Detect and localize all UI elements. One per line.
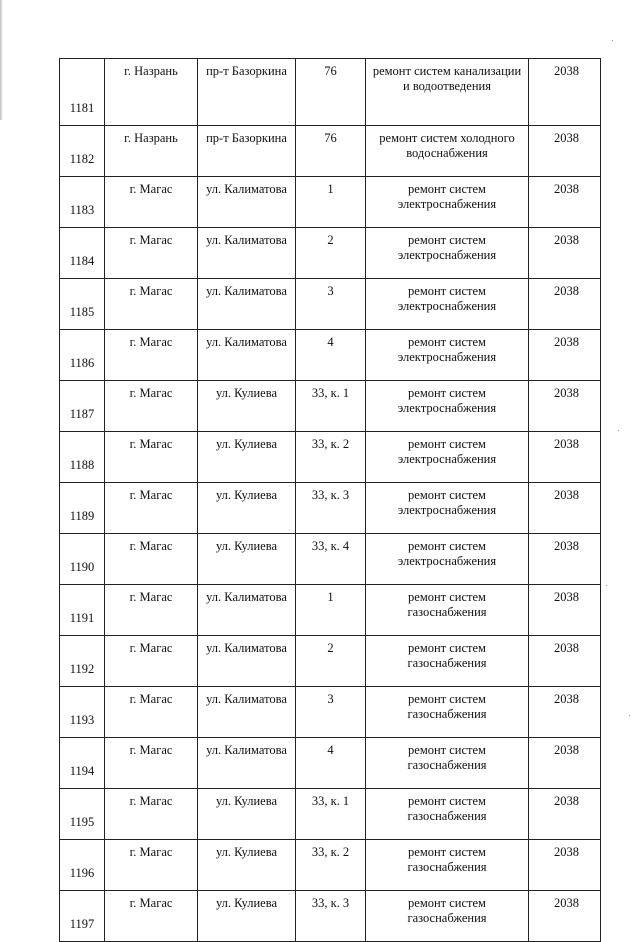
year-cell: 2038: [529, 789, 601, 840]
table-row: [60, 381, 601, 432]
city-cell: г. Магас: [105, 330, 198, 381]
work-type-cell: ремонт систем электроснабжения: [366, 483, 529, 534]
row-number: 1189: [60, 483, 105, 534]
work-type-cell: ремонт систем газоснабжения: [366, 636, 529, 687]
street-cell: ул. Кулиева: [198, 483, 296, 534]
street-cell: ул. Кулиева: [198, 840, 296, 891]
scan-speck: [618, 430, 619, 431]
city-cell: г. Магас: [105, 381, 198, 432]
row-number: 1190: [60, 534, 105, 585]
city-cell: г. Магас: [105, 483, 198, 534]
house-cell: 33, к. 4: [296, 534, 366, 585]
house-cell: 33, к. 1: [296, 381, 366, 432]
city-cell: г. Магас: [105, 534, 198, 585]
work-type-cell: ремонт систем электроснабжения: [366, 279, 529, 330]
house-cell: 4: [296, 738, 366, 789]
table-row: [60, 59, 601, 126]
work-type-cell: ремонт систем газоснабжения: [366, 891, 529, 942]
work-type-cell: ремонт систем электроснабжения: [366, 432, 529, 483]
street-cell: ул. Кулиева: [198, 534, 296, 585]
row-number: 1195: [60, 789, 105, 840]
work-type-cell: ремонт систем электроснабжения: [366, 534, 529, 585]
work-type-cell: ремонт систем электроснабжения: [366, 381, 529, 432]
table-row: [60, 483, 601, 534]
city-cell: г. Магас: [105, 228, 198, 279]
row-number: 1196: [60, 840, 105, 891]
row-number: 1182: [60, 126, 105, 177]
city-cell: г. Магас: [105, 177, 198, 228]
year-cell: 2038: [529, 432, 601, 483]
year-cell: 2038: [529, 738, 601, 789]
street-cell: ул. Кулиева: [198, 891, 296, 942]
work-type-cell: ремонт систем газоснабжения: [366, 738, 529, 789]
street-cell: ул. Кулиева: [198, 381, 296, 432]
table-row: [60, 687, 601, 738]
street-cell: пр-т Базоркина: [198, 126, 296, 177]
street-cell: ул. Калиматова: [198, 228, 296, 279]
table-row: [60, 840, 601, 891]
table-row: [60, 228, 601, 279]
city-cell: г. Магас: [105, 687, 198, 738]
row-number: 1183: [60, 177, 105, 228]
house-cell: 2: [296, 636, 366, 687]
table-row: [60, 789, 601, 840]
row-number: 1197: [60, 891, 105, 942]
table-row: [60, 432, 601, 483]
table-row: [60, 534, 601, 585]
row-number: 1187: [60, 381, 105, 432]
row-number: 1192: [60, 636, 105, 687]
row-number: 1181: [60, 59, 105, 126]
street-cell: ул. Калиматова: [198, 585, 296, 636]
city-cell: г. Назрань: [105, 59, 198, 126]
work-type-cell: ремонт систем электроснабжения: [366, 228, 529, 279]
house-cell: 1: [296, 177, 366, 228]
street-cell: пр-т Базоркина: [198, 59, 296, 126]
street-cell: ул. Калиматова: [198, 636, 296, 687]
house-cell: 33, к. 3: [296, 891, 366, 942]
city-cell: г. Магас: [105, 891, 198, 942]
city-cell: г. Магас: [105, 636, 198, 687]
table-row: [60, 891, 601, 942]
table-row: [60, 279, 601, 330]
house-cell: 4: [296, 330, 366, 381]
city-cell: г. Магас: [105, 585, 198, 636]
work-type-cell: ремонт систем канализации и водоотведения: [366, 59, 529, 126]
year-cell: 2038: [529, 840, 601, 891]
work-type-cell: ремонт систем электроснабжения: [366, 330, 529, 381]
street-cell: ул. Кулиева: [198, 789, 296, 840]
city-cell: г. Магас: [105, 738, 198, 789]
year-cell: 2038: [529, 59, 601, 126]
street-cell: ул. Калиматова: [198, 330, 296, 381]
city-cell: г. Магас: [105, 432, 198, 483]
year-cell: 2038: [529, 585, 601, 636]
city-cell: г. Назрань: [105, 126, 198, 177]
house-cell: 33, к. 2: [296, 840, 366, 891]
year-cell: 2038: [529, 534, 601, 585]
city-cell: г. Магас: [105, 789, 198, 840]
year-cell: 2038: [529, 177, 601, 228]
row-number: 1194: [60, 738, 105, 789]
work-type-cell: ремонт систем газоснабжения: [366, 789, 529, 840]
house-cell: 3: [296, 279, 366, 330]
table-row: [60, 177, 601, 228]
scan-speck: [612, 40, 613, 41]
house-cell: 76: [296, 126, 366, 177]
year-cell: 2038: [529, 279, 601, 330]
house-cell: 33, к. 3: [296, 483, 366, 534]
table-row: [60, 738, 601, 789]
house-cell: 1: [296, 585, 366, 636]
year-cell: 2038: [529, 636, 601, 687]
row-number: 1185: [60, 279, 105, 330]
year-cell: 2038: [529, 330, 601, 381]
work-type-cell: ремонт систем холодного водоснабжения: [366, 126, 529, 177]
year-cell: 2038: [529, 483, 601, 534]
table-row: [60, 126, 601, 177]
year-cell: 2038: [529, 228, 601, 279]
scan-edge-shadow: [0, 0, 3, 120]
work-type-cell: ремонт систем газоснабжения: [366, 585, 529, 636]
row-number: 1191: [60, 585, 105, 636]
repair-works-table: [59, 58, 601, 942]
table-row: [60, 330, 601, 381]
street-cell: ул. Калиматова: [198, 177, 296, 228]
year-cell: 2038: [529, 381, 601, 432]
table-row: [60, 636, 601, 687]
work-type-cell: ремонт систем газоснабжения: [366, 840, 529, 891]
year-cell: 2038: [529, 126, 601, 177]
scan-speck: [606, 585, 607, 586]
row-number: 1184: [60, 228, 105, 279]
street-cell: ул. Калиматова: [198, 279, 296, 330]
year-cell: 2038: [529, 891, 601, 942]
house-cell: 2: [296, 228, 366, 279]
house-cell: 76: [296, 59, 366, 126]
house-cell: 3: [296, 687, 366, 738]
work-type-cell: ремонт систем газоснабжения: [366, 687, 529, 738]
street-cell: ул. Калиматова: [198, 738, 296, 789]
year-cell: 2038: [529, 687, 601, 738]
row-number: 1193: [60, 687, 105, 738]
city-cell: г. Магас: [105, 840, 198, 891]
street-cell: ул. Калиматова: [198, 687, 296, 738]
table-row: [60, 585, 601, 636]
row-number: 1186: [60, 330, 105, 381]
house-cell: 33, к. 2: [296, 432, 366, 483]
street-cell: ул. Кулиева: [198, 432, 296, 483]
work-type-cell: ремонт систем электроснабжения: [366, 177, 529, 228]
house-cell: 33, к. 1: [296, 789, 366, 840]
row-number: 1188: [60, 432, 105, 483]
scan-speck: [629, 715, 630, 716]
city-cell: г. Магас: [105, 279, 198, 330]
